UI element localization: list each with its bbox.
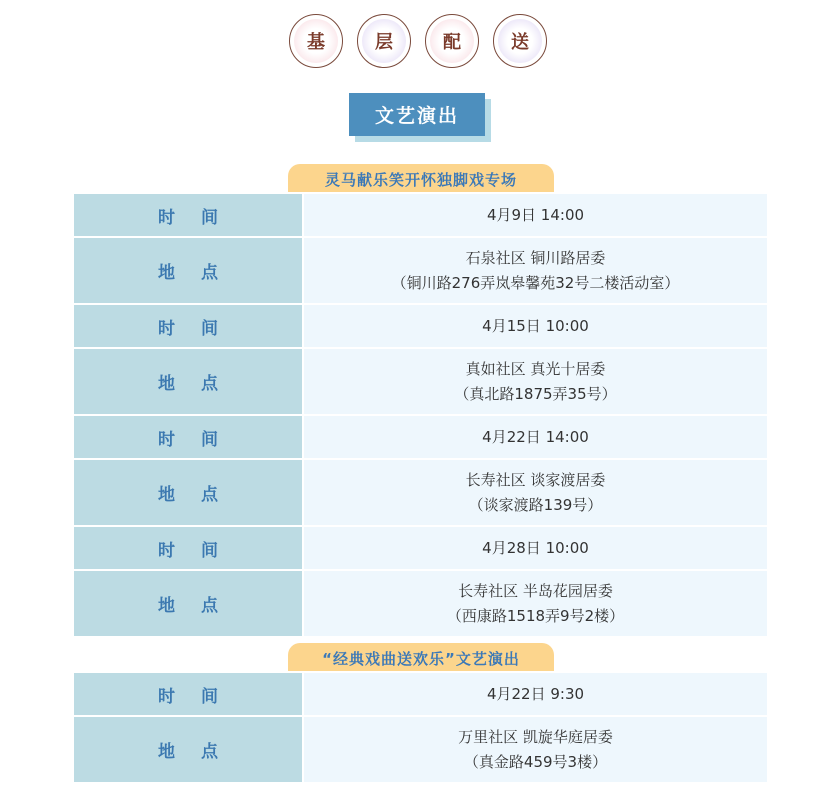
place-value <box>303 348 768 415</box>
place-label: 地 点 <box>73 459 303 526</box>
section-title-box <box>349 93 493 143</box>
section-title: 文艺演出 <box>349 93 485 136</box>
value-line: 4月28日 10:00 <box>482 538 589 557</box>
circle-char: 基 <box>294 19 338 63</box>
time-value <box>303 526 768 570</box>
value-line: （西康路1518弄9号2楼） <box>446 606 625 625</box>
table-row <box>73 716 768 783</box>
circle-badge <box>493 14 547 68</box>
value-line: 长寿社区 谈家渡居委 <box>465 470 606 489</box>
circle-badge <box>425 14 479 68</box>
time-label: 时 间 <box>73 526 303 570</box>
circle-badge <box>289 14 343 68</box>
place-value <box>303 716 768 783</box>
value-line: 4月22日 14:00 <box>482 427 589 446</box>
table-row <box>73 193 768 237</box>
table-row <box>73 348 768 415</box>
time-value <box>303 672 768 716</box>
time-label: 时 间 <box>73 672 303 716</box>
value-line: 万里社区 凯旋华庭居委 <box>458 727 613 746</box>
place-label: 地 点 <box>73 348 303 415</box>
header-circles <box>289 14 553 70</box>
place-label: 地 点 <box>73 716 303 783</box>
value-line: （真金路459号3楼） <box>463 752 608 771</box>
time-label: 时 间 <box>73 304 303 348</box>
event-title-tab: 灵马献乐笑开怀独脚戏专场 <box>288 164 554 194</box>
table-row <box>73 672 768 716</box>
time-value <box>303 415 768 459</box>
value-line: （真北路1875弄35号） <box>454 384 617 403</box>
table-row <box>73 526 768 570</box>
place-value <box>303 237 768 304</box>
place-label: 地 点 <box>73 237 303 304</box>
time-label: 时 间 <box>73 415 303 459</box>
schedule-table <box>72 671 769 784</box>
place-value <box>303 459 768 526</box>
table-row <box>73 459 768 526</box>
table-row <box>73 570 768 637</box>
event-title-tab: “经典戏曲送欢乐”文艺演出 <box>288 643 554 673</box>
value-line: 长寿社区 半岛花园居委 <box>458 581 613 600</box>
value-line: 真如社区 真光十居委 <box>465 359 606 378</box>
circle-char: 层 <box>362 19 406 63</box>
value-line: 4月22日 9:30 <box>486 684 585 703</box>
table-row <box>73 415 768 459</box>
time-value <box>303 193 768 237</box>
value-line: （铜川路276弄岚皋馨苑32号二楼活动室） <box>391 273 680 292</box>
value-line: （谈家渡路139号） <box>468 495 603 514</box>
circle-char: 配 <box>430 19 474 63</box>
circle-badge <box>357 14 411 68</box>
circle-char: 送 <box>498 19 542 63</box>
table-row <box>73 237 768 304</box>
value-line: 4月15日 10:00 <box>482 316 589 335</box>
table-row <box>73 304 768 348</box>
value-line: 石泉社区 铜川路居委 <box>465 248 606 267</box>
time-value <box>303 304 768 348</box>
time-label: 时 间 <box>73 193 303 237</box>
value-line: 4月9日 14:00 <box>486 205 585 224</box>
place-label: 地 点 <box>73 570 303 637</box>
schedule-table <box>72 192 769 638</box>
place-value <box>303 570 768 637</box>
